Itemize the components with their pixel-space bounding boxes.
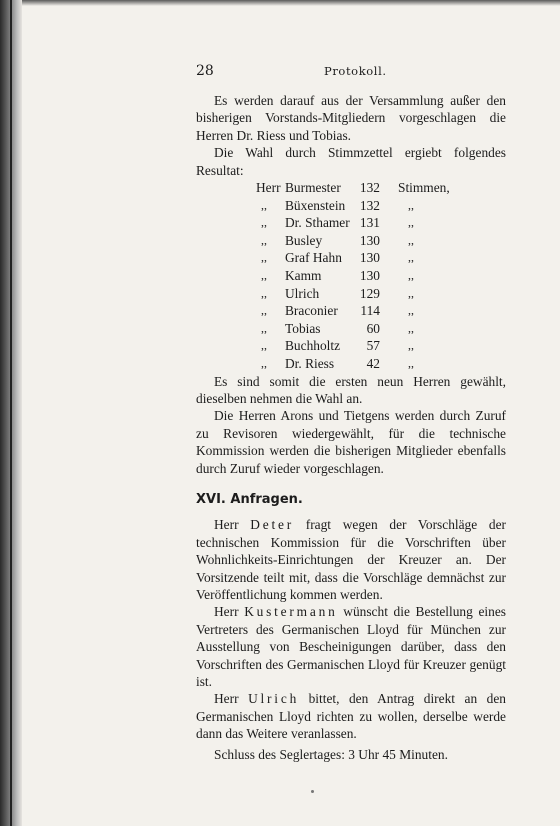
vote-count: 132: [359, 197, 380, 213]
candidate-name: Büxenstein: [285, 197, 346, 213]
ditto-mark: ,,: [261, 232, 267, 247]
binding-edge-line: [10, 0, 12, 826]
ditto-mark: ,,: [261, 303, 267, 318]
candidate-name: Buchholtz: [285, 338, 341, 354]
vote-row: [196, 249, 506, 267]
ditto-mark: ,,: [261, 320, 267, 335]
ditto-mark: ,,: [408, 320, 414, 335]
vote-row: [196, 285, 506, 303]
vote-row: [196, 267, 506, 285]
ditto-mark: ,,: [408, 197, 414, 212]
ditto-mark: ,,: [408, 338, 414, 353]
vote-row: [196, 214, 506, 232]
candidate-name: Dr. Sthamer: [285, 215, 350, 231]
ditto-mark: ,,: [261, 338, 267, 353]
herr-word: Herr: [214, 517, 239, 533]
closing-line: Schluss des Seglertages: 3 Uhr 45 Minuten.: [214, 746, 448, 762]
candidate-name: Ulrich: [285, 285, 320, 301]
ditto-mark: ,,: [408, 215, 414, 230]
candidate-name: Burmester: [285, 180, 341, 196]
name-kustermann: Kustermann: [244, 604, 338, 620]
ditto-mark: ,,: [408, 355, 414, 370]
ditto-mark: ,,: [261, 197, 267, 212]
ditto-mark: ,,: [408, 268, 414, 282]
candidate-name: Tobias: [285, 320, 321, 336]
name-ulrich: Ulrich: [248, 691, 300, 707]
ditto-mark: ,,: [408, 232, 414, 247]
ditto-mark: ,,: [261, 215, 267, 230]
candidate-name: Braconier: [285, 303, 338, 319]
vote-count: 130: [359, 268, 380, 283]
page-number: 28: [196, 63, 214, 79]
candidate-name: Graf Hahn: [285, 250, 342, 266]
page-header: [196, 63, 506, 81]
paragraph-elected: Es sind somit die ersten neun Herren gewählt, dieselben nehmen die Wahl an.: [196, 373, 506, 406]
ulrich-text: bittet, den Antrag direkt an den Germanischen Lloyd richten zu wollen, derselbe werde dann das Weitere veranlassen.: [196, 691, 506, 742]
section-heading: XVI. Anfragen.: [196, 492, 303, 507]
paragraph-auditors: Die Herren Arons und Tietgens werden durch Zuruf zu Revisoren wiedergewählt, für die technische Kommission werden die bisherigen Mitglieder ebenfalls durch Zuruf wieder vorgeschlagen.: [196, 408, 506, 476]
paper-speck: [311, 790, 314, 793]
vote-count: 130: [359, 232, 380, 248]
page-body: [196, 92, 506, 763]
vote-count: 57: [366, 338, 380, 354]
paragraph-kustermann: [196, 603, 506, 690]
paragraph-proposals: Es werden darauf aus der Versammlung außer den bisherigen Vorstands-Mitgliedern vorgeschlagen die Herren Dr. Riess und Tobias.: [196, 93, 506, 143]
name-deter: Deter: [250, 517, 295, 533]
ditto-mark: ,,: [261, 285, 267, 300]
ditto-mark: ,,: [261, 268, 267, 282]
vote-count: 60: [366, 320, 380, 336]
vote-count: 131: [359, 215, 380, 231]
candidate-name: Kamm: [285, 268, 322, 283]
candidate-name: Busley: [285, 232, 323, 248]
vote-row: [196, 320, 506, 338]
ditto-mark: ,,: [408, 285, 414, 300]
vote-count: 114: [360, 303, 380, 319]
vote-count: 130: [359, 250, 380, 266]
vote-row: [196, 179, 506, 197]
ditto-mark: ,,: [408, 303, 414, 318]
vote-count: 132: [359, 180, 380, 196]
vote-results-table: [196, 179, 506, 373]
page-top-shadow: [22, 0, 560, 6]
paragraph-election-method: Die Wahl durch Stimmzettel ergiebt folgendes Resultat:: [196, 145, 506, 178]
ditto-mark: ,,: [261, 250, 267, 265]
vote-row: [196, 337, 506, 355]
paragraph-deter: [196, 516, 506, 603]
running-head: Protokoll.: [324, 64, 387, 78]
votes-unit: Stimmen,: [398, 180, 450, 196]
kustermann-text: wünscht die Bestellung eines Vertreters des Germanischen Lloyd für München zur Ausstellung von Bescheinigungen darüber, dass den Vorschriften des Germanischen Lloyd für Kreuzer genügt ist.: [196, 604, 506, 690]
vote-row: [196, 232, 506, 250]
ditto-mark: ,,: [408, 250, 414, 265]
vote-row: [196, 355, 506, 373]
deter-text: fragt wegen der Vorschläge der technischen Kommission für die Vorschriften über Wohnlichkeits-Einrichtungen der Kreuzer an. Der Vorsitzende teilt mit, dass die Vorschläge demnächst zur Veröffentlichung kommen werden.: [196, 517, 506, 603]
ditto-mark: ,,: [261, 355, 267, 370]
vote-row: [196, 197, 506, 215]
candidate-name: Dr. Riess: [285, 355, 335, 371]
herr-word: Herr: [214, 691, 239, 707]
vote-count: 129: [359, 285, 380, 301]
vote-row: [196, 302, 506, 320]
vote-count: 42: [366, 355, 380, 371]
paragraph-ulrich: [196, 690, 506, 742]
herr-word: Herr: [214, 604, 239, 620]
herr-label: Herr: [256, 180, 281, 196]
